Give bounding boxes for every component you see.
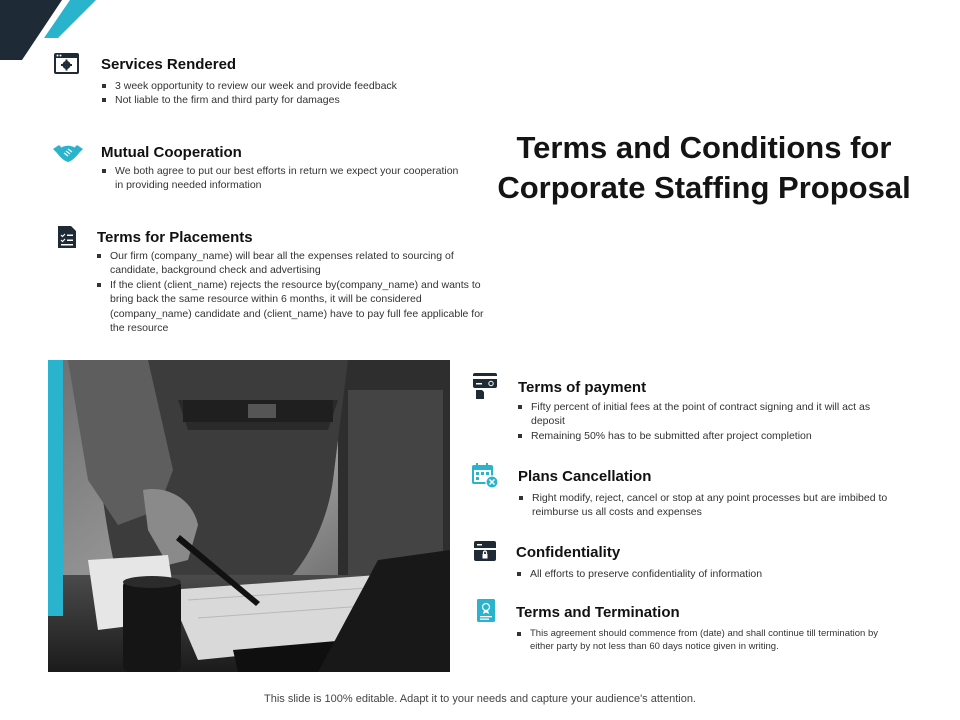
page-title: Terms and Conditions for Corporate Staffing Proposal: [497, 130, 911, 205]
folder-lock-icon: [473, 539, 497, 563]
bullet-item: Remaining 50% has to be submitted after project completion: [517, 429, 872, 443]
bullet-item: All efforts to preserve confidentiality of information: [516, 567, 886, 581]
bullet-list: [101, 164, 461, 193]
certificate-icon: [476, 598, 496, 623]
bullet-item: Our firm (company_name) will bear all the expenses related to sourcing of candidate, background check and advertising: [96, 249, 496, 278]
calendar-cancel-icon: [471, 462, 499, 489]
section-heading: Mutual Cooperation: [101, 144, 242, 161]
bullet-list: [516, 567, 886, 581]
section-heading: Plans Cancellation: [518, 468, 652, 485]
bullet-item: We both agree to put our best efforts in return we expect your cooperation in providing needed information: [101, 164, 461, 193]
bullet-item: If the client (client_name) rejects the resource by(company_name) and wants to bring back the same resource within 6 months, it will be considered (company_name) candidate and (client_name) have to pay full fee applicable for the resource: [96, 278, 496, 336]
bullet-list: [517, 400, 872, 443]
section-heading: Terms of payment: [518, 379, 647, 396]
section-heading: Terms and Termination: [516, 604, 680, 621]
bullet-item: Right modify, reject, cancel or stop at any point processes but are imbibed to reimburse us all costs and expenses: [518, 491, 888, 520]
handshake-icon: [52, 142, 84, 164]
business-meeting-photo: [48, 360, 450, 672]
footer-note: This slide is 100% editable. Adapt it to your needs and capture your audience's attention.: [264, 693, 696, 705]
bullet-item: Not liable to the firm and third party for damages: [101, 93, 461, 107]
card-payment-icon: [472, 372, 498, 400]
section-heading: Terms for Placements: [97, 229, 253, 246]
photo-accent-bar: [48, 360, 63, 616]
checklist-document-icon: [57, 225, 77, 249]
bullet-item: This agreement should commence from (date) and shall continue till termination by either party by not less than 60 days notice given in writing.: [516, 627, 888, 653]
bullet-list: [96, 249, 496, 335]
section-heading: Services Rendered: [101, 56, 237, 73]
bullet-list: [516, 627, 888, 653]
bullet-item: 3 week opportunity to review our week and provide feedback: [101, 79, 461, 93]
browser-gear-icon: [53, 52, 80, 75]
bullet-list: [101, 79, 461, 108]
bullet-list: [518, 491, 888, 520]
bullet-item: Fifty percent of initial fees at the point of contract signing and it will act as deposit: [517, 400, 872, 429]
section-heading: Confidentiality: [516, 544, 621, 561]
